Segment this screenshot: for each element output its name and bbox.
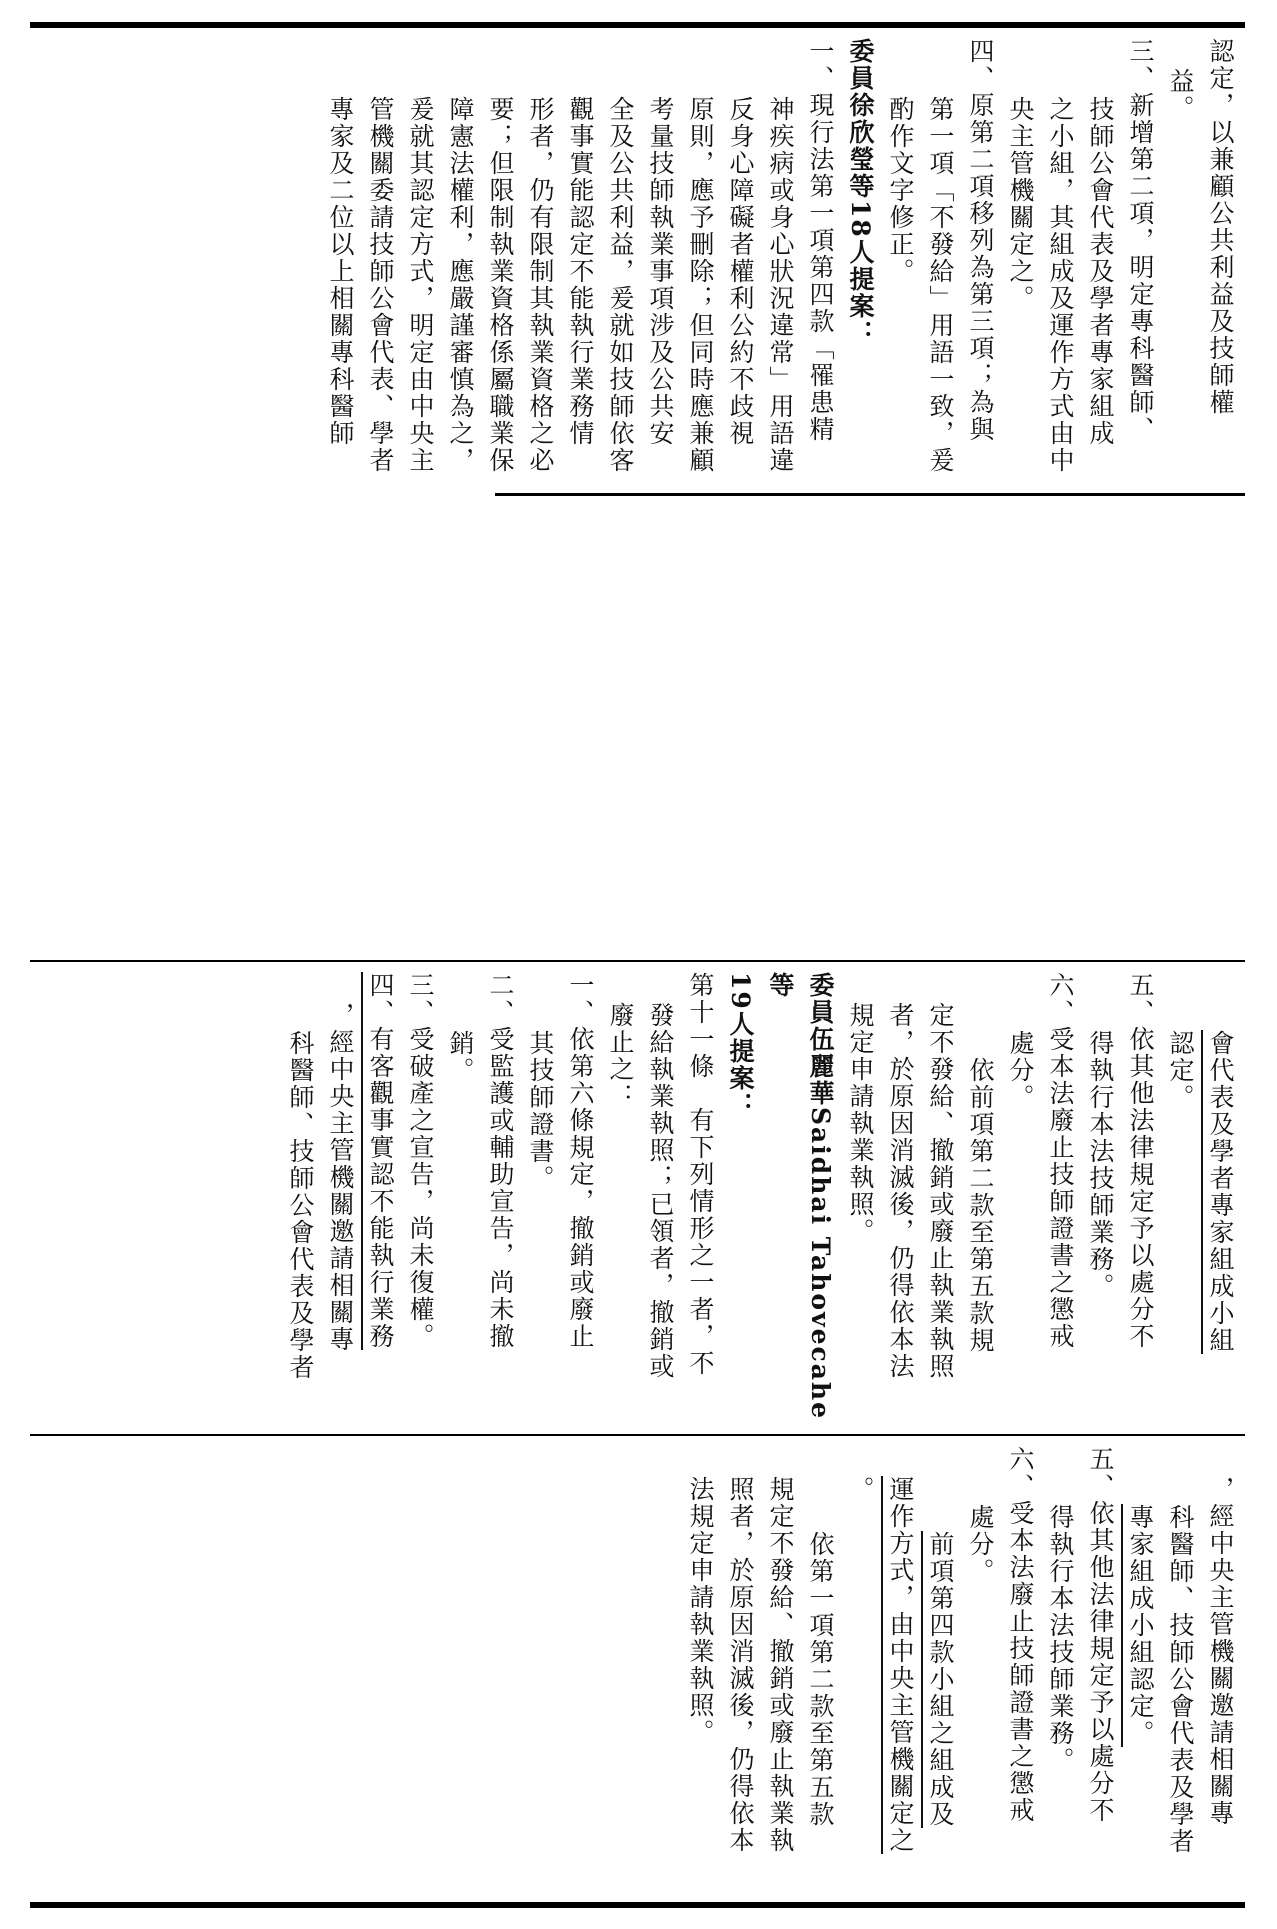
bottom-border xyxy=(30,1902,1245,1908)
line: 考量技師執業事項涉及公共安 xyxy=(646,96,675,447)
line: 認定。 xyxy=(1166,1030,1195,1111)
line: 二、受監護或輔助宣告，尚未撤 xyxy=(486,972,515,1350)
line: 一、現行法第一項第四款「罹患精 xyxy=(806,38,835,443)
line: 四、原第二項移列為第三項；為與 xyxy=(966,38,995,443)
line: 酌作文字修正。 xyxy=(886,96,915,285)
line: 五、依其他法律規定予以處分不 xyxy=(1126,972,1155,1350)
line: 認定，以兼顧公共利益及技師權 xyxy=(1206,38,1235,416)
line: 銷。 xyxy=(446,1030,475,1084)
line: 得執行本法技師業務。 xyxy=(1086,1030,1115,1300)
line: 全及公共利益，爰就如技師依客 xyxy=(606,96,635,474)
proposal-heading: 19人提案： xyxy=(726,972,755,1119)
top-section-bottom-rule xyxy=(495,493,1245,496)
line: 前項第四款小組之組成及 xyxy=(926,1531,955,1828)
line: 處分。 xyxy=(1006,1030,1035,1111)
line: 。 xyxy=(846,1476,875,1503)
bottom-section-top-rule xyxy=(30,960,1245,962)
line: 運作方式，由中央主管機關定之 xyxy=(886,1476,915,1854)
line: 技師公會代表及學者專家組成 xyxy=(1086,96,1115,447)
line: 依第一項第二款至第五款 xyxy=(806,1531,835,1828)
line: 定不發給、撤銷或廢止執業執照 xyxy=(926,1002,955,1380)
line: 四、有客觀事實認不能執行業務 xyxy=(366,972,395,1350)
bottom-section-mid-rule xyxy=(30,1434,1245,1436)
line: 要；但限制執業資格係屬職業保 xyxy=(486,96,515,474)
line: 規定申請執業執照。 xyxy=(846,1002,875,1245)
line: 之小組，其組成及運作方式由中 xyxy=(1046,96,1075,474)
line: 其技師證書。 xyxy=(526,1030,555,1192)
line: 原則，應予刪除；但同時應兼顧 xyxy=(686,96,715,474)
line: 發給執業執照；已領者，撤銷或 xyxy=(646,1002,675,1380)
line: 會代表及學者專家組成小組 xyxy=(1206,1030,1235,1354)
top-border xyxy=(30,22,1245,28)
line: 形者，仍有限制其執業資格之必 xyxy=(526,96,555,474)
line: 一、依第六條規定，撤銷或廢止 xyxy=(566,972,595,1350)
line: 第一項「不發給」用語一致，爰 xyxy=(926,96,955,474)
line: 照者，於原因消滅後，仍得依本 xyxy=(726,1476,755,1854)
line: 管機關委請技師公會代表、學者 xyxy=(366,96,395,474)
line: 障憲法權利，應嚴謹審慎為之， xyxy=(446,96,475,474)
line: ，經中央主管機關邀請相關專 xyxy=(326,1002,355,1353)
line: 神疾病或身心狀況違常」用語違 xyxy=(766,96,795,474)
line: 央主管機關定之。 xyxy=(1006,96,1035,312)
line: 第十一條 有下列情形之一者，不 xyxy=(686,972,715,1377)
proposal-heading: 委員伍麗華Saidhai Tahovecahe等 xyxy=(766,972,835,1421)
proposal-heading: 委員徐欣瑩等18人提案： xyxy=(846,38,875,347)
top-right-column xyxy=(320,38,1240,484)
line: 反身心障礙者權利公約不歧視 xyxy=(726,96,755,447)
line: 科醫師、技師公會代表及學者 xyxy=(286,1030,315,1381)
line: 廢止之： xyxy=(606,1002,635,1110)
line: 觀事實能認定不能執行業務情 xyxy=(566,96,595,447)
line: 專家組成小組認定。 xyxy=(1126,1504,1155,1747)
line: 爰就其認定方式，明定由中央主 xyxy=(406,96,435,474)
line: 專家及二位以上相關專科醫師 xyxy=(326,96,355,447)
line: ，經中央主管機關邀請相關專 xyxy=(1206,1476,1235,1827)
line: 規定不發給、撤銷或廢止執業執 xyxy=(766,1476,795,1854)
line: 三、受破產之宣告，尚未復權。 xyxy=(406,972,435,1350)
line: 科醫師、技師公會代表及學者 xyxy=(1166,1504,1195,1855)
line: 者，於原因消滅後，仍得依本法 xyxy=(886,1002,915,1380)
line: 得執行本法技師業務。 xyxy=(1046,1504,1075,1774)
line: 處分。 xyxy=(966,1504,995,1585)
line: 法規定申請執業執照。 xyxy=(686,1476,715,1746)
line: 三、新增第二項，明定專科醫師、 xyxy=(1126,38,1155,443)
line: 益。 xyxy=(1166,68,1195,122)
bottom-left-column xyxy=(680,1446,1240,1896)
line: 六、受本法廢止技師證書之懲戒 xyxy=(1046,972,1075,1350)
line: 依前項第二款至第五款規 xyxy=(966,1057,995,1354)
line: 六、受本法廢止技師證書之懲戒 xyxy=(1006,1446,1035,1824)
line: 五、依其他法律規定予以處分不 xyxy=(1086,1446,1115,1824)
bottom-right-column xyxy=(280,972,1240,1427)
